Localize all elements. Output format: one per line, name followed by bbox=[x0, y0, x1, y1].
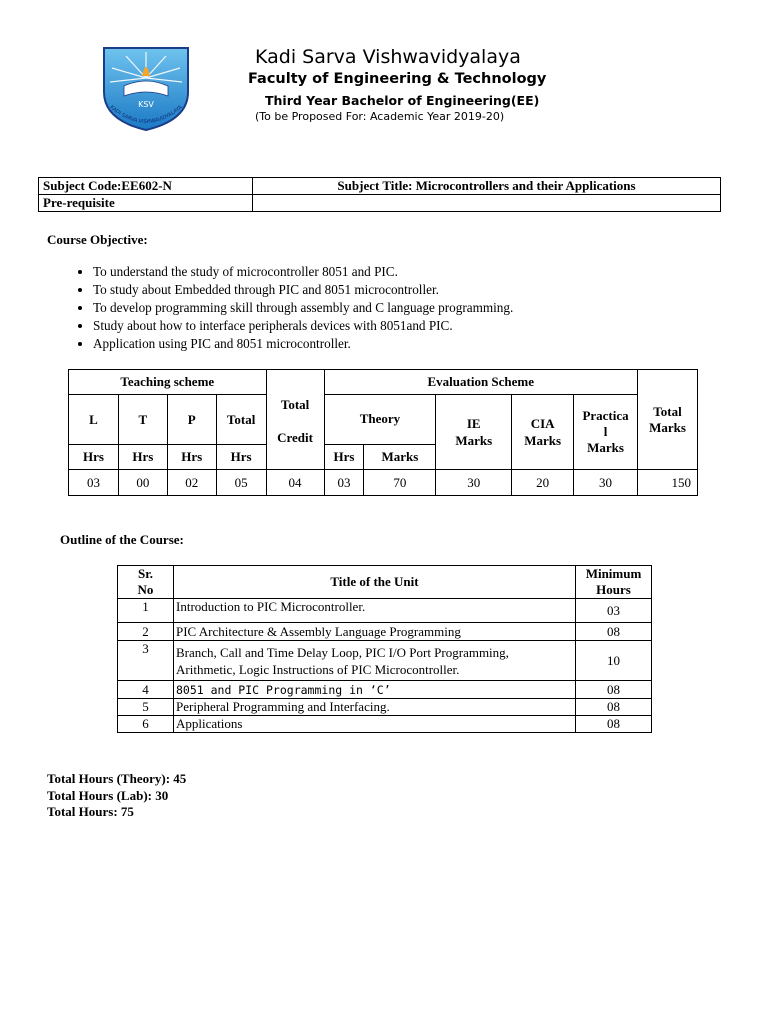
col-t: T bbox=[118, 395, 167, 445]
subject-table bbox=[38, 177, 721, 212]
value-practical: 30 bbox=[574, 470, 638, 496]
outline-table bbox=[117, 565, 652, 733]
subject-title: Subject Title: Microcontrollers and their Applications bbox=[253, 178, 721, 195]
col-p: P bbox=[167, 395, 216, 445]
teaching-scheme-heading: Teaching scheme bbox=[69, 370, 267, 395]
value-total: 05 bbox=[216, 470, 266, 496]
list-item: • To understand the study of microcontroller 8051 and PIC. bbox=[93, 263, 513, 281]
total-hours-lab: Total Hours (Lab): 30 bbox=[47, 787, 169, 803]
list-item: • To develop programming skill through assembly and C language programming. bbox=[93, 299, 513, 317]
col-sr-no: Sr. No bbox=[118, 566, 174, 599]
value-ie: 30 bbox=[436, 470, 512, 496]
col-unit-title: Title of the Unit bbox=[174, 566, 576, 599]
program-year: Third Year Bachelor of Engineering(EE) bbox=[265, 93, 540, 108]
prerequisite-value bbox=[253, 195, 721, 212]
table-row: 3 Branch, Call and Time Delay Loop, PIC I/O Port Programming, Arithmetic, Logic Instructions of PIC Microcontroller. 10 bbox=[118, 641, 652, 681]
table-row: 1 Introduction to PIC Microcontroller. 03 bbox=[118, 599, 652, 623]
total-marks-header: Total Marks bbox=[638, 370, 698, 470]
course-objective-list bbox=[47, 263, 513, 353]
hrs-label: Hrs bbox=[167, 445, 216, 470]
academic-year-note: (To be Proposed For: Academic Year 2019-20) bbox=[255, 110, 505, 123]
total-hours-all: Total Hours: 75 bbox=[47, 804, 134, 819]
table-row: 2 PIC Architecture & Assembly Language Programming 08 bbox=[118, 623, 652, 641]
university-name: Kadi Sarva Vishwavidyalaya bbox=[255, 46, 521, 68]
list-item: • Application using PIC and 8051 microcontroller. bbox=[93, 335, 513, 353]
outline-heading: Outline of the Course: bbox=[60, 532, 184, 547]
hrs-label: Hrs bbox=[118, 445, 167, 470]
cia-marks-header: CIA Marks bbox=[512, 395, 574, 470]
value-l: 03 bbox=[69, 470, 119, 496]
logo-ring-text: KADI SARVA VISHWAVIDYALAYA bbox=[108, 104, 184, 126]
total-credit-header: Total Credit bbox=[266, 370, 324, 470]
value-credit: 04 bbox=[266, 470, 324, 496]
table-row: 4 8051 and PIC Programming in ‘C’ 08 bbox=[118, 681, 652, 699]
subject-code: Subject Code:EE602-N bbox=[39, 178, 253, 195]
table-row: 5 Peripheral Programming and Interfacing. 08 bbox=[118, 699, 652, 716]
value-p: 02 bbox=[167, 470, 216, 496]
value-theory-hrs: 03 bbox=[324, 470, 364, 496]
hrs-label: Hrs bbox=[216, 445, 266, 470]
value-theory-marks: 70 bbox=[364, 470, 436, 496]
list-item: • To study about Embedded through PIC and 8051 microcontroller. bbox=[93, 281, 513, 299]
value-t: 00 bbox=[118, 470, 167, 496]
col-total: Total bbox=[216, 395, 266, 445]
total-hours-summary bbox=[47, 771, 186, 821]
total-hours-theory: Total Hours (Theory): 45 bbox=[47, 771, 187, 786]
course-objective-heading: Course Objective: bbox=[47, 232, 148, 247]
theory-marks-label: Marks bbox=[364, 445, 436, 470]
list-item: • Study about how to interface peripherals devices with 8051and PIC. bbox=[93, 317, 513, 335]
university-logo bbox=[96, 44, 196, 134]
table-row: 6 Applications 08 bbox=[118, 716, 652, 733]
value-cia: 20 bbox=[512, 470, 574, 496]
hrs-label: Hrs bbox=[69, 445, 119, 470]
col-l: L bbox=[69, 395, 119, 445]
ie-marks-header: IE Marks bbox=[436, 395, 512, 470]
theory-header: Theory bbox=[324, 395, 436, 445]
evaluation-scheme-heading: Evaluation Scheme bbox=[324, 370, 638, 395]
practical-marks-header: Practica l Marks bbox=[574, 395, 638, 470]
col-min-hours: Minimum Hours bbox=[576, 566, 652, 599]
faculty-name: Faculty of Engineering & Technology bbox=[248, 71, 547, 87]
prerequisite-label: Pre-requisite bbox=[39, 195, 253, 212]
logo-text: KSV bbox=[138, 100, 154, 109]
value-total-marks: 150 bbox=[638, 470, 698, 496]
theory-hrs-label: Hrs bbox=[324, 445, 364, 470]
scheme-table bbox=[68, 369, 698, 496]
